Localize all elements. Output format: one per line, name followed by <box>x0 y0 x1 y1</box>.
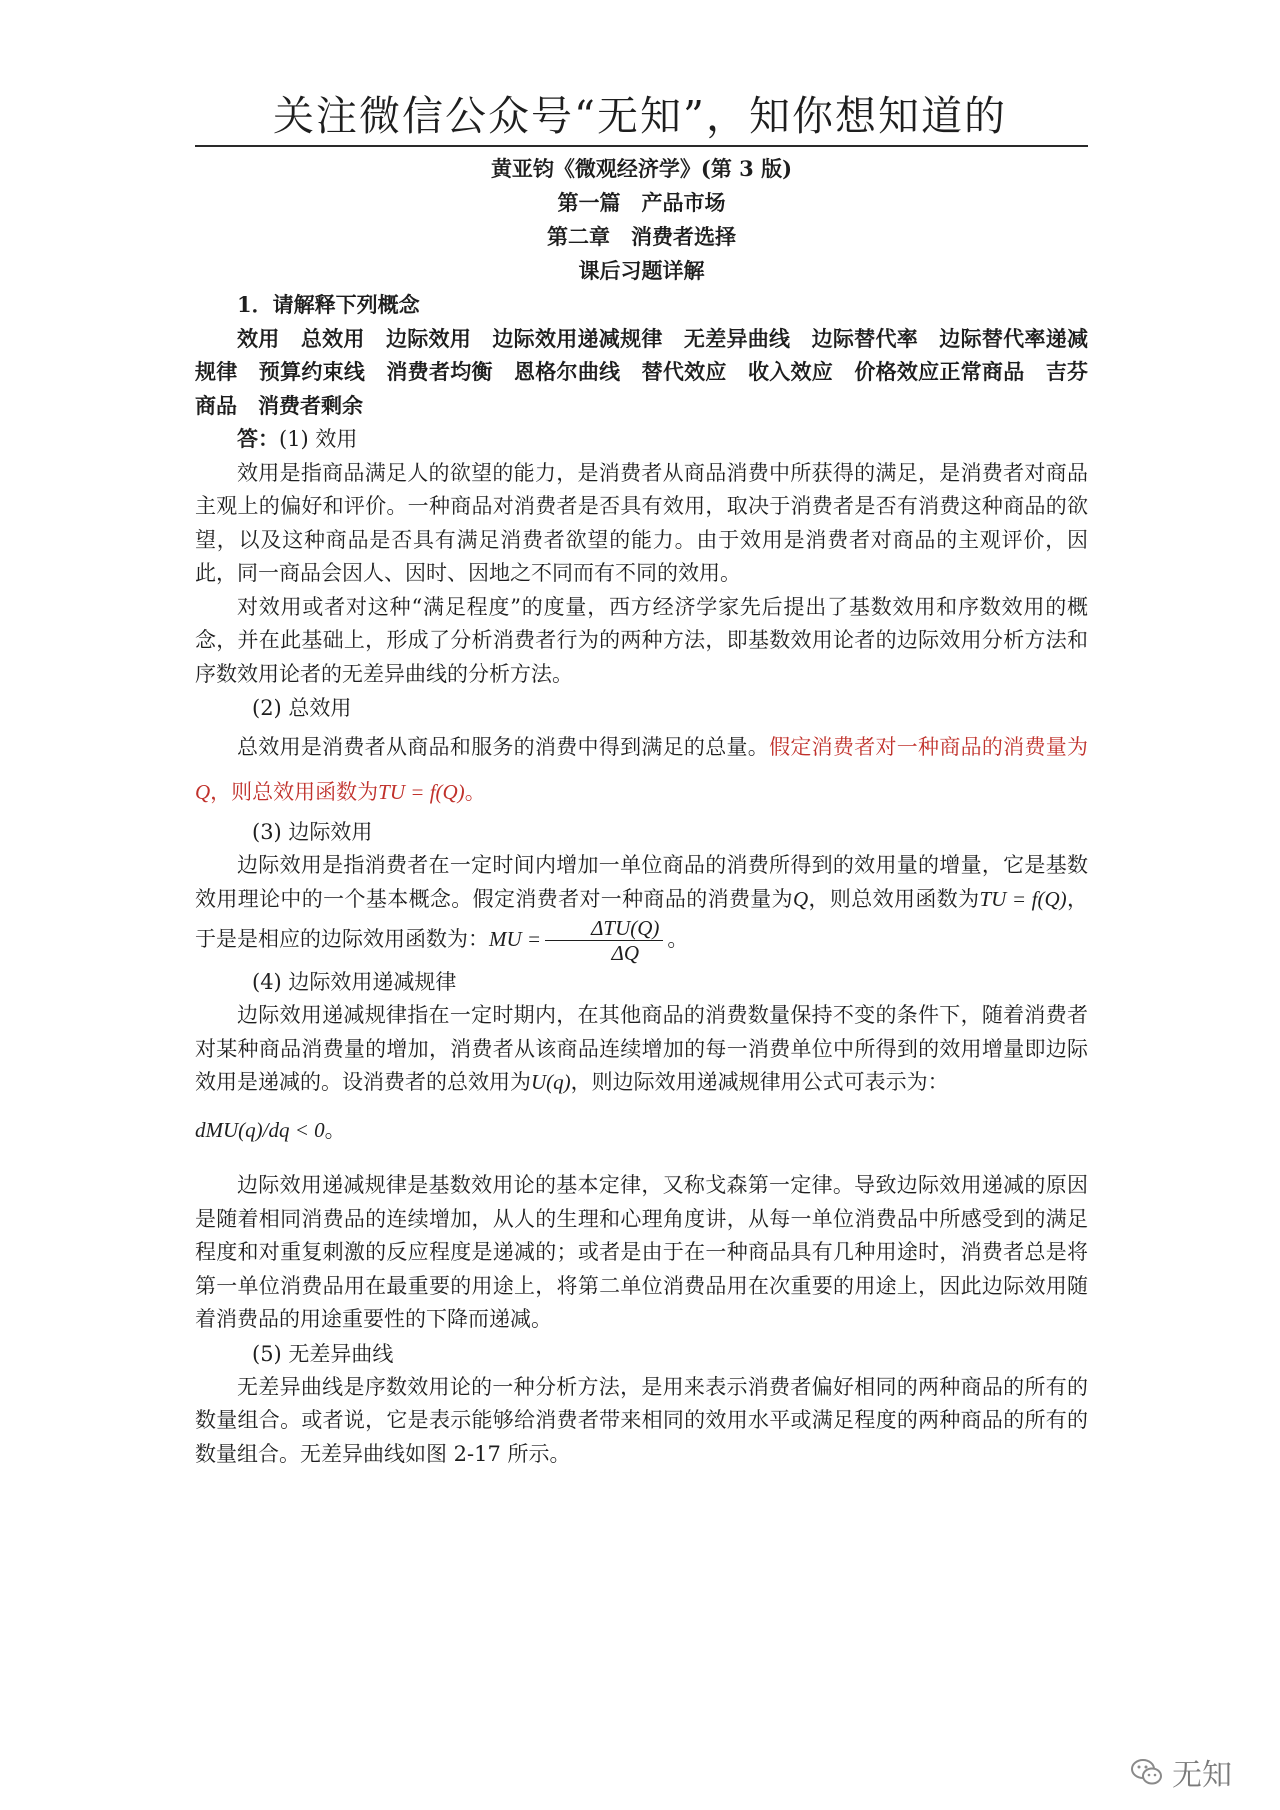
paragraph-total-utility <box>195 725 1088 815</box>
assumption-text: 假定消费者对一种商品的消费量为 <box>769 735 1089 759</box>
section-title: 课后习题详解 <box>578 258 705 283</box>
mu-fraction <box>545 916 663 965</box>
mu-end: 。 <box>667 927 689 951</box>
chapter-title: 第二章 消费者选择 <box>547 224 736 249</box>
dmu-text-2: ，则边际效用递减规律用公式可表示为： <box>570 1070 949 1094</box>
paragraph-marginal-utility <box>195 849 1088 965</box>
dmu-formula-end: 。 <box>324 1117 346 1142</box>
document-body <box>195 152 1088 1471</box>
watermark-text: 无知 <box>1172 1758 1232 1793</box>
watermark <box>1130 1752 1240 1792</box>
paragraph-utility-1: 效用是指商品满足人的欲望的能力，是消费者从商品消费中所获得的满足，是消费者对商品主观上的偏好和评价。一种商品对消费者是否具有效用，取决于消费者是否有消费这种商品的欲望，以及这种商品是否具有满足消费者欲望的能力。由于效用是消费者对商品的主观评价，因此，同一商品会因人、因时、因地之不同而有不同的效用。 <box>195 460 1088 585</box>
paragraph-indifference-curve: 无差异曲线是序数效用论的一种分析方法，是用来表示消费者偏好相同的两种商品的所有的数量组合。或者说，它是表示能够给消费者带来相同的效用水平或满足程度的两种商品的所有的数量组合。无差异曲线如图 2-17 所示。 <box>195 1374 1088 1466</box>
heading-utility: (1) 效用 <box>279 427 358 451</box>
heading-total-utility: (2) 总效用 <box>252 696 352 720</box>
total-utility-definition: 总效用是消费者从商品和服务的消费中得到满足的总量。 <box>237 735 770 759</box>
mu-formula-lhs: MU = <box>489 927 542 951</box>
dmu-utility-symbol: U(q) <box>531 1070 571 1094</box>
mu-numerator: ΔTU(Q) <box>545 916 663 941</box>
header-title: 关注微信公众号“无知”，知你想知道的 <box>273 92 1007 140</box>
answer-label: 答： <box>237 426 279 451</box>
total-utility-function: TU = f(Q) <box>378 780 465 804</box>
dmu-formula: dMU(q)/dq < 0 <box>195 1117 325 1142</box>
paragraph-utility-2: 对效用或者对这种“满足程度”的度量，西方经济学家先后提出了基数效用和序数效用的概念，并在此基础上，形成了分析消费者行为的两种方法，即基数效用论者的边际效用分析方法和序数效用论者的无差异曲线的分析方法。 <box>195 594 1088 686</box>
mu-denominator: ΔQ <box>611 941 639 965</box>
heading-diminishing-mu: (4) 边际效用递减规律 <box>252 970 457 994</box>
mu-text-3: ，于是是相应的边际效用函数为： <box>195 886 1089 951</box>
mu-text-1: 边际效用是指消费者在一定时间内增加一单位商品的消费所得到的效用量的增量，它是基数效用理论中的一个基本概念。假定消费者对一种商品的消费量为 <box>195 853 1088 911</box>
book-title: 黄亚钧《微观经济学》(第 3 版) <box>490 156 793 181</box>
mu-quantity-symbol: Q <box>793 886 809 911</box>
mu-total-utility-function: TU = f(Q) <box>979 886 1067 911</box>
quantity-symbol: Q <box>195 780 211 804</box>
concept-list: 效用 总效用 边际效用 边际效用递减规律 无差异曲线 边际替代率 边际替代率递减规律 预算约束线 消费者均衡 恩格尔曲线 替代效应 收入效应 价格效应正常商品 吉芬商品 消费者剩余 <box>195 325 1088 418</box>
heading-marginal-utility: (3) 边际效用 <box>252 820 373 844</box>
question-heading: 1．请解释下列概念 <box>237 292 420 317</box>
answer-heading <box>195 422 1088 457</box>
heading-indifference-curve: (5) 无差异曲线 <box>252 1341 394 1366</box>
assumption-end: 。 <box>464 780 486 804</box>
assumption-text-2: ，则总效用函数为 <box>210 780 379 804</box>
diminishing-mu-formula <box>195 1114 1088 1148</box>
part-title: 第一篇 产品市场 <box>557 190 726 215</box>
paragraph-gossen-law: 边际效用递减规律是基数效用论的基本定律，又称戈森第一定律。导致边际效用递减的原因是随着相同消费品的连续增加，从人的生理和心理角度讲，从每一单位消费品中所感受到的满足程度和对重复刺激的反应程度是递减的；或者是由于在一种商品具有几种用途时，消费者总是将第一单位消费品用在最重要的用途上，将第二单位消费品用在次重要的用途上，因此边际效用随着消费品的用途重要性的下降而递减。 <box>195 1173 1088 1331</box>
dmu-text-1: 边际效用递减规律指在一定时期内，在其他商品的消费数量保持不变的条件下，随着消费者对某种商品消费量的增加，消费者从该商品连续增加的每一消费单位中所得到的效用增量即边际效用是递减的。设消费者的总效用为 <box>195 1003 1088 1094</box>
header-divider <box>195 145 1088 147</box>
wechat-icon <box>1130 1757 1164 1787</box>
mu-text-2: ，则总效用函数为 <box>808 886 980 911</box>
paragraph-diminishing-mu <box>195 999 1088 1100</box>
